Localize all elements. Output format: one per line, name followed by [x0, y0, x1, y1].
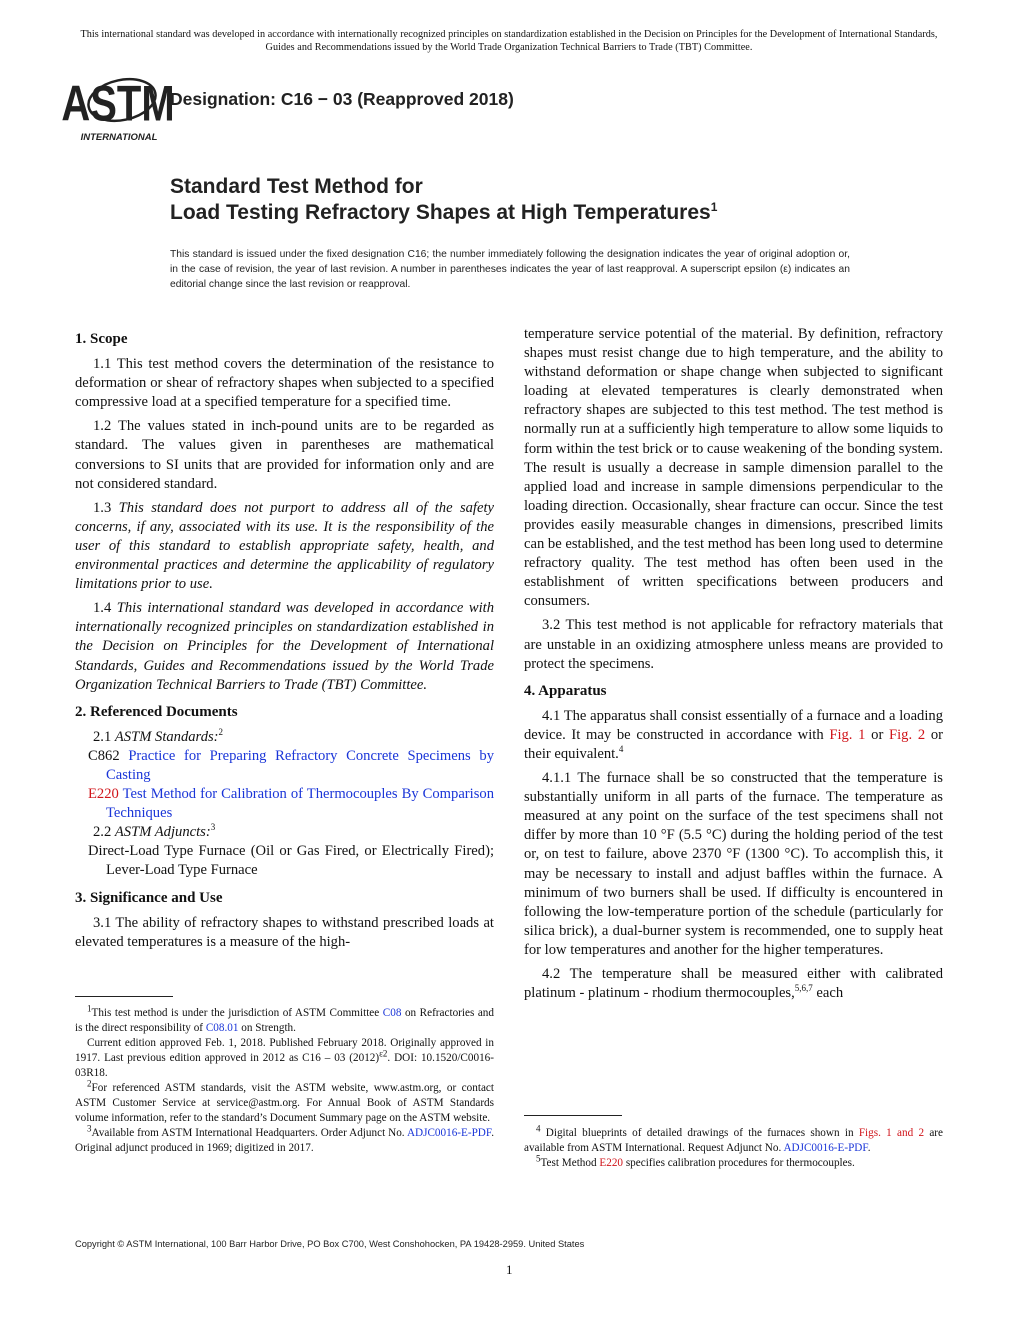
reference-link[interactable]: E220: [88, 786, 119, 803]
paragraph: [75, 499, 494, 594]
right-footnotes: [524, 1123, 943, 1171]
text-segment: 2.1: [93, 728, 115, 745]
section-heading: [524, 682, 943, 701]
text-segment: 1.1 This test method covers the determination of the resistance to deformation or shear of refractory shapes when subjected to a specified compressive load at a specified temperature for a specified time.: [75, 356, 494, 411]
footnote: [75, 1078, 494, 1126]
paragraph: [75, 823, 494, 842]
section-heading: [75, 889, 494, 908]
reference-link[interactable]: C08: [382, 1007, 402, 1019]
text-segment: This international standard was developed in accordance with internationally recognized principles on standardization established in the Decision on Principles for the Development of International Standards, Guides and Recommendations issued by the World Trade Organization Technical Barriers to Trade (TBT) Committee.: [75, 600, 495, 693]
right-column: [524, 325, 943, 1008]
footnote-divider: [524, 1115, 622, 1116]
copyright-line: Copyright © ASTM International, 100 Barr Harbor Drive, PO Box C700, West Conshohocken, PA 19428-2959. United States: [75, 1239, 585, 1249]
svg-text:ASTM: ASTM: [61, 75, 175, 132]
text-segment: or: [865, 726, 890, 743]
text-segment: are available from ASTM International. Request Adjunct No.: [524, 1127, 943, 1154]
title-footnote-ref[interactable]: 1: [710, 200, 718, 214]
astm-logo: [61, 68, 175, 143]
text-segment: Available from ASTM International Headquarters. Order Adjunct No.: [91, 1127, 407, 1139]
text-segment: . DOI: 10.1520/C0016-03R18.: [75, 1052, 494, 1079]
text-segment: 2.2: [93, 824, 115, 841]
text-segment: 1.4: [93, 600, 117, 617]
paragraph: [75, 355, 494, 412]
text-segment: 2. Referenced Documents: [75, 703, 238, 720]
footnote-ref[interactable]: 5: [536, 1153, 541, 1164]
left-footnotes: [75, 1003, 494, 1156]
text-segment: or their equivalent.: [524, 726, 943, 762]
text-segment: 4. Apparatus: [524, 682, 607, 699]
text-segment: ASTM Standards:: [114, 728, 219, 745]
text-segment: 1.3: [93, 499, 119, 516]
paragraph: [524, 769, 943, 960]
section-heading: [75, 330, 494, 349]
footnote-ref[interactable]: 3: [87, 1123, 92, 1134]
left-column: [75, 322, 494, 957]
issuance-note: This standard is issued under the fixed designation C16; the number immediately following the designation indicates the year of original adoption or, in the case of revision, the year of last revision. A number in parentheses indicates the year of last reapproval. A superscript epsilon (ε) indicates an editorial change since the last revision or reapproval.: [170, 249, 850, 290]
footnote-ref[interactable]: 4: [618, 744, 624, 755]
text-segment: Test Method: [540, 1157, 600, 1169]
paragraph: [524, 325, 943, 611]
text-segment: 4.1 The apparatus shall consist essentially of a furnace and a loading device. It may be constructed in accordance with: [524, 707, 943, 743]
footnote: [524, 1123, 943, 1156]
reference-link[interactable]: C08.01: [205, 1022, 239, 1034]
text-segment: 4.1.1 The furnace shall be so constructed that the temperature is substantially uniform in all parts of the furnace. The temperature as measured at any point on the surface of the test specimens shall not differ by more than 10 °F (5.5 °C) during the holding period of the test or, on test to failure, above 2370 °F (1300 °C). To accomplish this, it may be necessary to install and adjust baffles within the furnace. A minimum of two burners shall be used. If difficulty is encountered in following the low-temperature portion of the schedule (particularly for silica brick), a dual-burner system is recommended, one to supply heat for low temperatures and another for the higher temperatures.: [524, 770, 943, 958]
text-segment: 3.2 This test method is not applicable for refractory materials that are unstable in an oxidizing atmosphere unless means are provided to protect the specimens.: [524, 617, 943, 672]
designation: Designation: C16 − 03 (Reapproved 2018): [170, 89, 514, 109]
text-segment: C862: [88, 747, 129, 764]
footnote-ref[interactable]: ε2: [379, 1048, 388, 1059]
paragraph: [75, 747, 494, 785]
footnote-divider: [75, 996, 173, 997]
reference-link[interactable]: Fig. 2: [889, 726, 926, 743]
text-segment: Digital blueprints of detailed drawings of the furnaces shown in: [540, 1127, 859, 1139]
footnote-ref[interactable]: 5,6,7: [794, 983, 813, 994]
footnote-ref[interactable]: 2: [218, 726, 224, 737]
text-segment: For referenced ASTM standards, visit the ASTM website, www.astm.org, or contact ASTM Customer Service at service@astm.org. For Annual Book of ASTM Standards volume information, refer to the standard’s Document Summary page on the ASTM website.: [75, 1082, 494, 1124]
text-segment: ASTM Adjuncts:: [114, 824, 211, 841]
text-segment: This test method is under the jurisdiction of ASTM Committee: [91, 1007, 383, 1019]
text-segment: . Original adjunct produced in 1969; digitized in 2017.: [75, 1127, 494, 1154]
reference-link[interactable]: ADJC0016-E-PDF: [406, 1127, 492, 1139]
reference-link[interactable]: ADJC0016-E-PDF: [783, 1142, 868, 1154]
text-segment: on Refractories and is the direct responsibility of: [75, 1007, 494, 1034]
footnote-ref[interactable]: 1: [87, 1003, 92, 1014]
paragraph: [75, 728, 494, 747]
footnote: [75, 1003, 494, 1036]
paragraph: [75, 599, 494, 694]
text-segment: each: [812, 985, 844, 1002]
text-segment: on Strength.: [238, 1022, 296, 1034]
paragraph: [524, 965, 943, 1003]
paragraph: [75, 914, 494, 952]
title-line-2: Load Testing Refractory Shapes at High Temperatures: [170, 201, 711, 224]
reference-link[interactable]: Figs. 1 and 2: [858, 1127, 925, 1139]
footnote: [75, 1036, 494, 1081]
section-heading: [75, 703, 494, 722]
reference-link[interactable]: Test Method for Calibration of Thermocouples By Comparison Techniques: [106, 786, 494, 822]
standard-notice: This international standard was developed in accordance with internationally recognized principles on standardization established in the Decision on Principles for the Development of International Standards, Guides and Recommendations issued by the World Trade Organization Technical Barriers to Trade (TBT) Committee.: [80, 29, 938, 53]
text-segment: 3.1 The ability of refractory shapes to withstand prescribed loads at elevated temperatures is a measure of the high-: [75, 914, 494, 950]
text-segment: 3. Significance and Use: [75, 889, 223, 906]
title-line-1: Standard Test Method for: [170, 175, 423, 198]
reference-link[interactable]: Fig. 1: [829, 726, 866, 743]
paragraph: [75, 785, 494, 823]
text-segment: 1.2 The values stated in inch-pound units are to be regarded as standard. The values given in parentheses are mathematical conversions to SI units that are provided for information only and are not considered standard.: [75, 418, 494, 492]
text-segment: 4.2 The temperature shall be measured either with calibrated platinum - platinum - rhodium thermocouples,: [524, 966, 943, 1002]
text-segment: specifies calibration procedures for thermocouples.: [623, 1157, 855, 1169]
footnote-ref[interactable]: 2: [87, 1078, 92, 1089]
paragraph: [524, 616, 943, 673]
document-title: [170, 174, 717, 226]
paragraph: [524, 707, 943, 764]
reference-link[interactable]: Practice for Preparing Refractory Concrete Specimens by Casting: [106, 747, 495, 783]
paragraph: [75, 842, 494, 880]
text-segment: Direct-Load Type Furnace (Oil or Gas Fired, or Electrically Fired); Lever-Load Type Furnace: [88, 843, 494, 879]
page-number: 1: [506, 1262, 513, 1277]
footnote-ref[interactable]: 4: [536, 1123, 541, 1134]
svg-text:INTERNATIONAL: INTERNATIONAL: [80, 132, 158, 143]
footnote-ref[interactable]: 3: [210, 822, 216, 833]
footnote: [524, 1153, 943, 1171]
reference-link[interactable]: E220: [599, 1157, 624, 1169]
footnote: [75, 1123, 494, 1156]
paragraph: [75, 417, 494, 493]
text-segment: temperature service potential of the material. By definition, refractory shapes must resist change due to high temperature, and the ability to withstand deformation or shape change when subjected to significant loading at elevated temperatures is clearly demonstrated when refractory shapes are subjected to this test method. The test method is normally run at a sufficiently high temperature to allow some liquids to form within the test brick or to cause weakening of the bonding system. The result is usually a decrease in sample dimension parallel to the applied load and increase in sample dimensions perpendicular to the loading direction. Occasionally, shear fracture can occur. Since the test provides easily measurable changes in dimensions, prescribed limits can be established, and the test method has been long used to determine refractory quality. The test method has often been used in the establishment of written specifications between producers and consumers.: [524, 326, 943, 610]
text-segment: 1. Scope: [75, 331, 128, 347]
text-segment: Current edition approved Feb. 1, 2018. Published February 2018. Originally approved in 1917. Last previous edition approved in 2012 as C16 – 03 (2012): [75, 1037, 494, 1064]
text-segment: This standard does not purport to address all of the safety concerns, if any, associated with its use. It is the responsibility of the user of this standard to establish appropriate safety, health, and environmental practices and determine the applicability of regulatory limitations prior to use.: [75, 499, 494, 593]
text-segment: .: [867, 1142, 871, 1154]
